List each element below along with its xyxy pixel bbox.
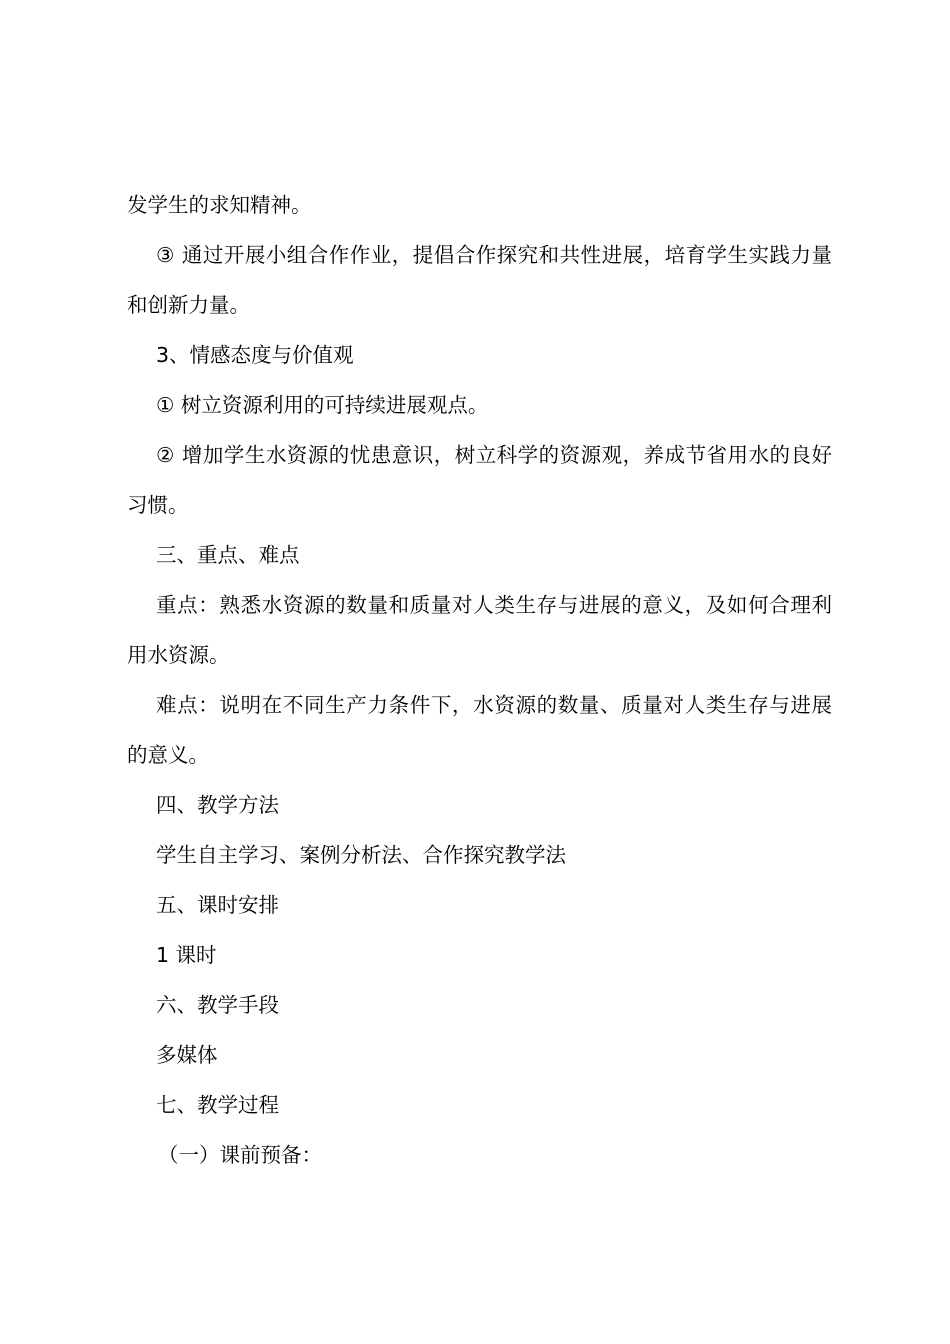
document-body — [127, 180, 832, 1180]
paragraph-class-schedule: 1 课时 — [156, 943, 217, 967]
heading-teaching-process: 七、教学过程 — [156, 1093, 279, 1117]
paragraph-objective-3: ③ 通过开展小组合作作业，提倡合作探究和共性进展，培育学生实践力量和创新力量。 — [127, 243, 832, 317]
paragraph-key-point: 重点：熟悉水资源的数量和质量对人类生存与进展的意义，及如何合理利用水资源。 — [127, 593, 832, 667]
heading-preparation: （一）课前预备： — [158, 1143, 322, 1167]
heading-teaching-means: 六、教学手段 — [156, 993, 279, 1017]
heading-class-schedule: 五、课时安排 — [156, 893, 279, 917]
paragraph-values-1: ① 树立资源利用的可持续进展观点。 — [156, 393, 489, 417]
paragraph-teaching-means: 多媒体 — [156, 1043, 218, 1067]
paragraph-continuation: 发学生的求知精神。 — [127, 193, 312, 217]
paragraph-difficult-point: 难点：说明在不同生产力条件下，水资源的数量、质量对人类生存与进展的意义。 — [127, 693, 832, 767]
paragraph-teaching-methods: 学生自主学习、案例分析法、合作探究教学法 — [156, 843, 566, 867]
heading-teaching-methods: 四、教学方法 — [156, 793, 279, 817]
heading-key-points: 三、重点、难点 — [156, 543, 300, 567]
heading-emotion-values: 3、情感态度与价值观 — [156, 343, 354, 367]
paragraph-values-2: ② 增加学生水资源的忧患意识，树立科学的资源观，养成节省用水的良好习惯。 — [127, 443, 832, 517]
